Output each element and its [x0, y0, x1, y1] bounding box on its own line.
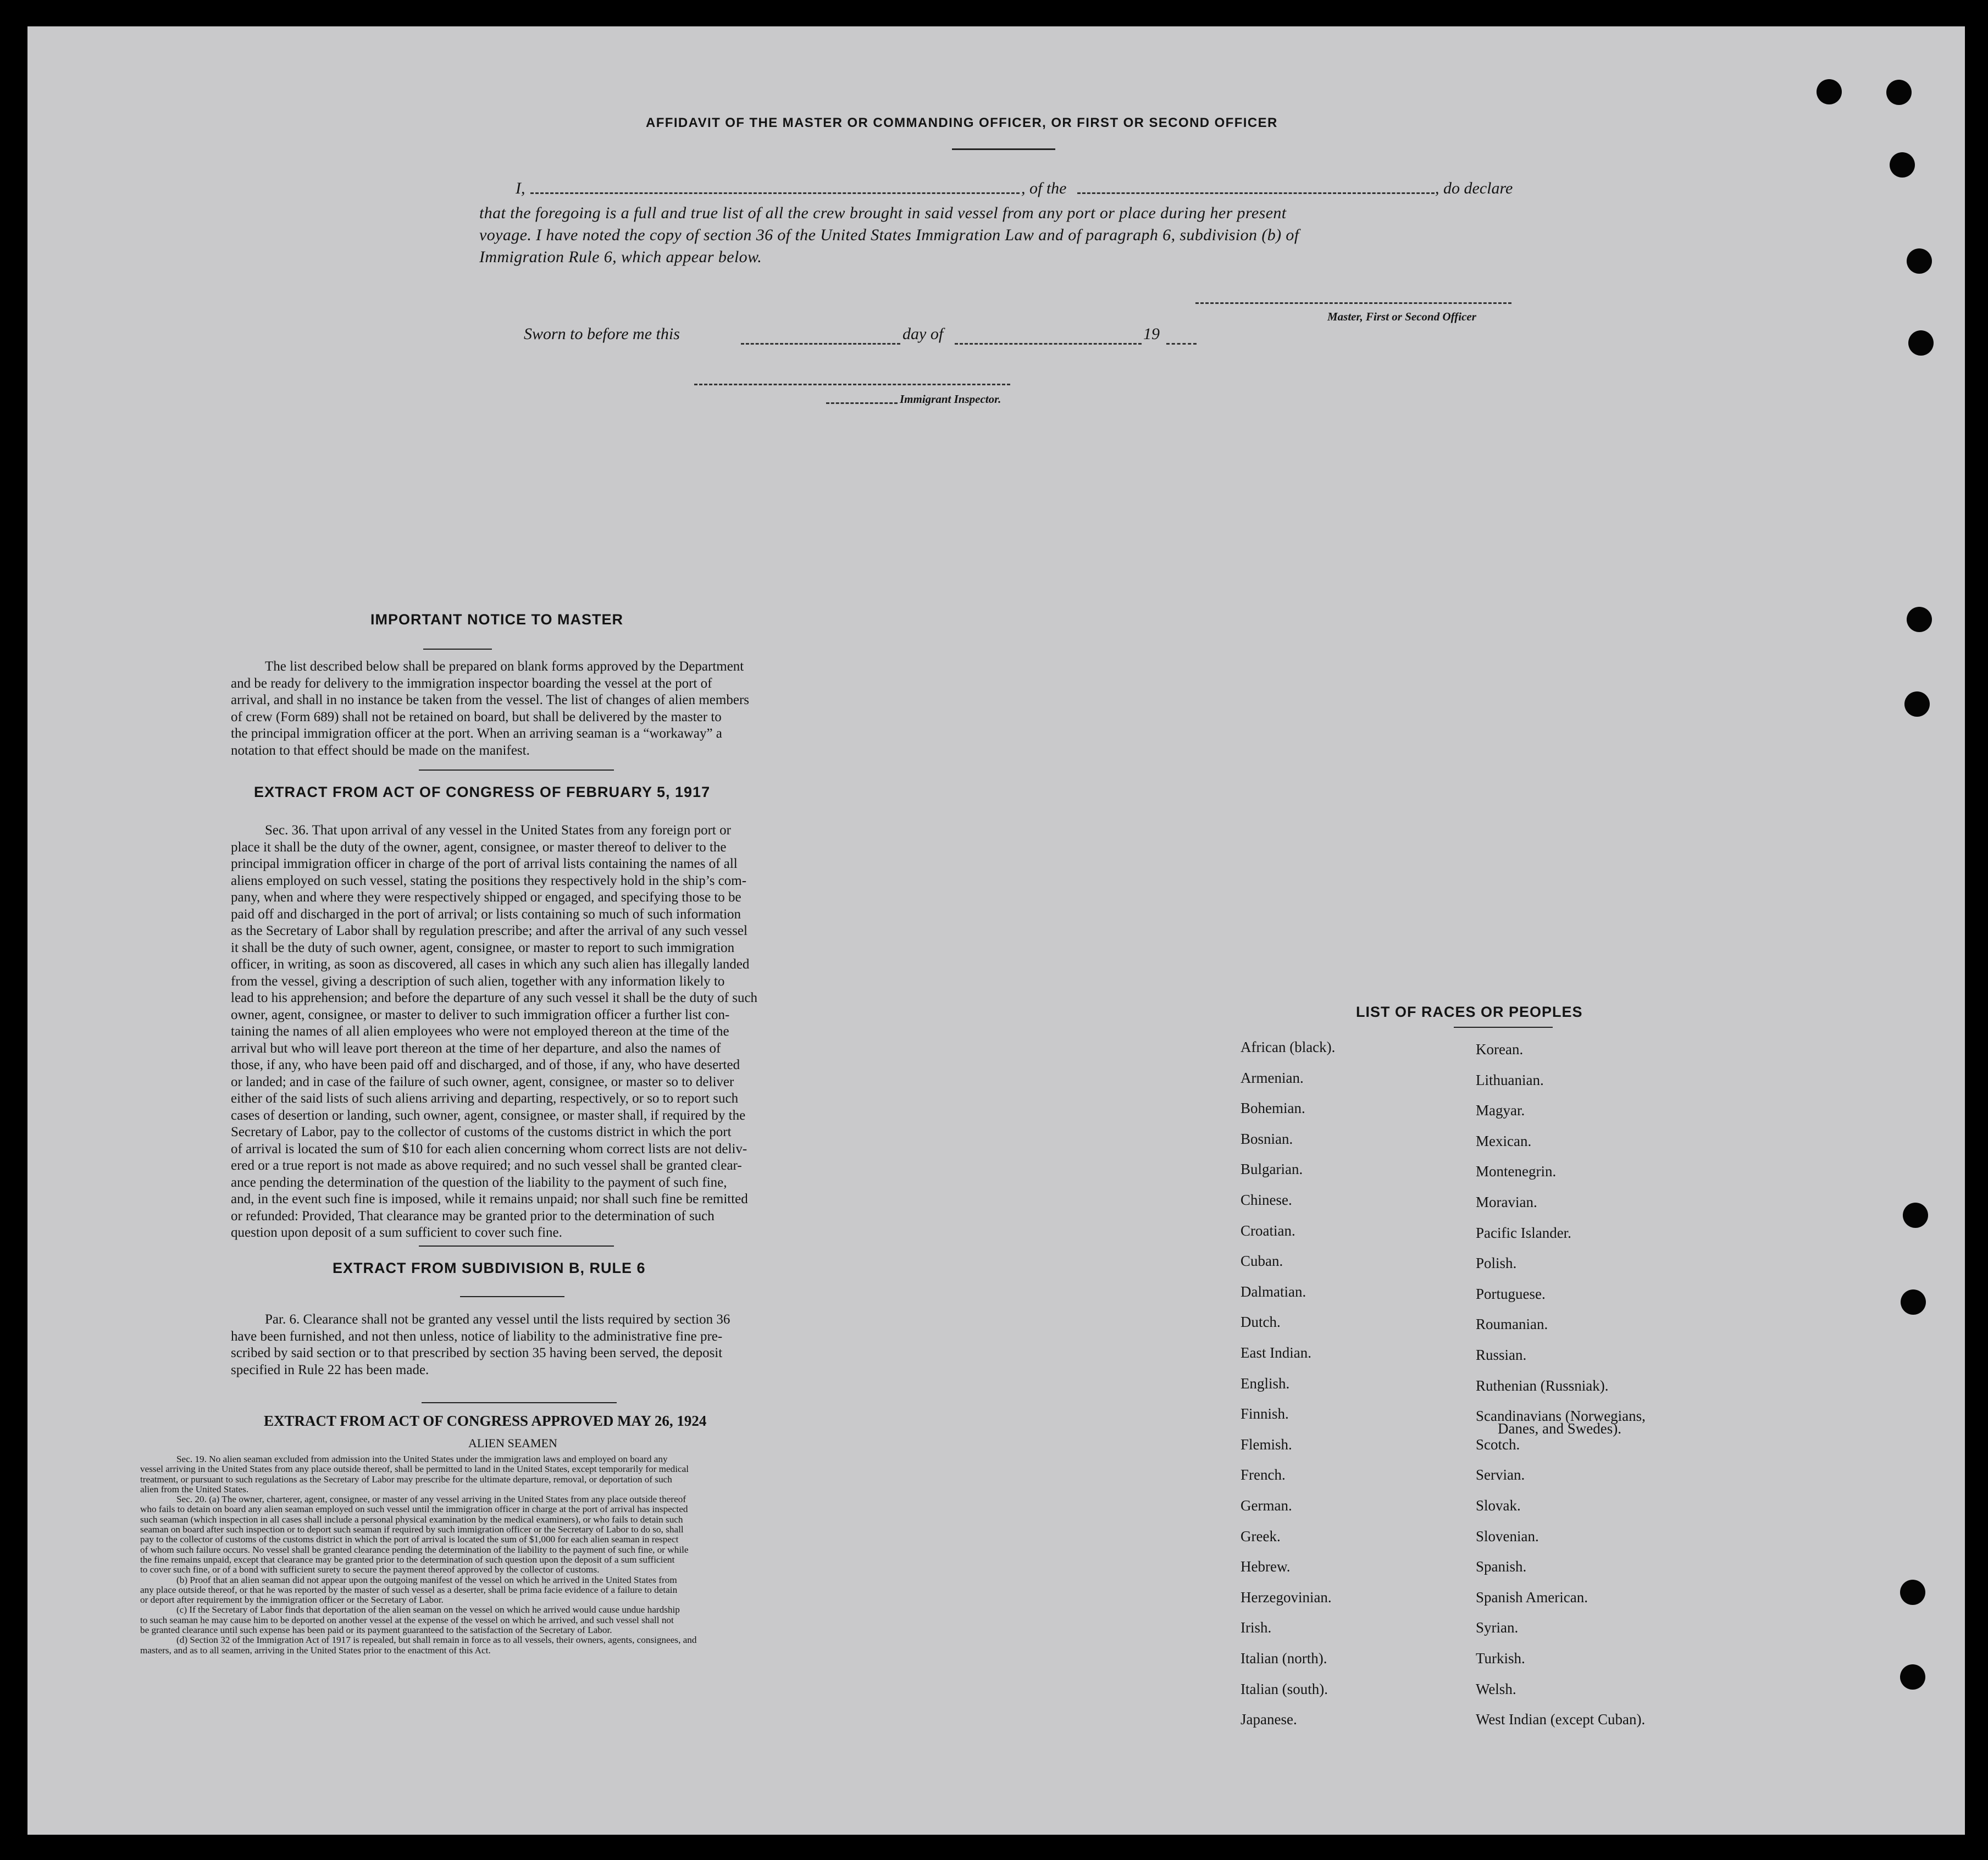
text-line: scribed by said section or to that prescribed by section 35 having been served, the deposit — [231, 1346, 723, 1360]
text-line: or landed; and in case of the failure of such owner, agent, consignee, or master so to deliver — [231, 1074, 734, 1089]
divider — [1454, 1027, 1553, 1028]
inspector-prefix-line — [826, 402, 898, 404]
text-line: (b) Proof that an alien seaman did not appear upon the outgoing manifest of the vessel on which he arrived in the United States from — [176, 1574, 677, 1585]
of-the-label: , of the — [1021, 179, 1067, 197]
punch-hole-icon — [1907, 607, 1932, 632]
affidavit-text-line: that the foregoing is a full and true list of all the crew brought in said vessel from any port or place during her present — [479, 204, 1287, 222]
extract-1917-body — [231, 822, 877, 1242]
text-line: Sec. 20. (a) The owner, charterer, agent, consignee, or master of any vessel arriving in the United States from any place outside thereof — [176, 1494, 686, 1505]
punch-hole-icon — [1907, 248, 1932, 274]
race-item: Turkish. — [1476, 1650, 1525, 1667]
rule6-title: EXTRACT FROM SUBDIVISION B, RULE 6 — [333, 1260, 646, 1276]
text-line: alien from the United States. — [140, 1483, 249, 1494]
race-item: Lithuanian. — [1476, 1071, 1544, 1088]
text-line: The list described below shall be prepared on blank forms approved by the Department — [265, 659, 744, 674]
text-line: either of the said lists of such aliens arriving and departing, respectively, or so to report such — [231, 1091, 739, 1106]
race-item: Polish. — [1476, 1255, 1517, 1272]
race-item: Cuban. — [1241, 1253, 1283, 1270]
race-item: Moravian. — [1476, 1194, 1537, 1210]
text-line: (c) If the Secretary of Labor finds that deportation of the alien seaman on the vessel on which he arrived would cause undue hardship — [176, 1604, 680, 1615]
text-line: Par. 6. Clearance shall not be granted any vessel until the lists required by section 36 — [265, 1312, 730, 1327]
race-item: Italian (north). — [1241, 1650, 1327, 1667]
sworn-year-field[interactable] — [1166, 343, 1197, 345]
race-item: Hebrew. — [1241, 1558, 1291, 1575]
race-item: Japanese. — [1241, 1711, 1297, 1728]
race-item: Magyar. — [1476, 1102, 1525, 1119]
race-item: Scotch. — [1476, 1436, 1520, 1453]
text-line: Secretary of Labor, pay to the collector of customs of the customs district in which the port — [231, 1125, 732, 1139]
text-line: officer, in writing, as soon as discovered, all cases in which any such alien has illegally landed — [231, 957, 750, 972]
text-line: ance pending the determination of the question of the liability to the payment of such fine, — [231, 1175, 727, 1190]
punch-hole-icon — [1901, 1289, 1926, 1315]
text-line: cases of desertion or landing, such owner, agent, consignee, or master shall, if required by the — [231, 1108, 746, 1123]
master-signature-field[interactable] — [1195, 302, 1511, 304]
race-item: Montenegrin. — [1476, 1163, 1557, 1180]
text-line: Sec. 36. That upon arrival of any vessel in the United States from any foreign port or — [265, 823, 731, 838]
document-page — [27, 26, 1965, 1835]
text-line: notation to that effect should be made on the manifest. — [231, 743, 530, 758]
race-item: Slovenian. — [1476, 1527, 1539, 1545]
race-item: Bulgarian. — [1241, 1161, 1303, 1178]
race-item: Russian. — [1476, 1347, 1527, 1363]
race-item: Finnish. — [1241, 1405, 1289, 1422]
divider — [422, 1402, 617, 1403]
text-line: it shall be the duty of such owner, agent, consignee, or master to report to such immigration — [231, 940, 735, 955]
race-item: Korean. — [1476, 1041, 1524, 1058]
text-line: to cover such fine, or of a bond with sufficient surety to secure the payment thereof approved by the collector of customs. — [140, 1564, 600, 1575]
text-line: of arrival is located the sum of $10 for each alien concerning whom correct lists are not deliv- — [231, 1141, 747, 1156]
text-line: (d) Section 32 of the Immigration Act of 1917 is repealed, but shall remain in force as to all vessels, their owners, agents, consignees, and — [176, 1635, 697, 1646]
race-item: English. — [1241, 1375, 1290, 1392]
text-line: the principal immigration officer at the port. When an arriving seaman is a “workaway” a — [231, 726, 722, 741]
text-line: arrival but who will leave port thereon at the time of her departure, and also the names of — [231, 1040, 721, 1056]
text-line: seaman on board after such inspection or to deport such seaman if required by such immigration officer or the Secretary of Labor to do so, shall — [140, 1524, 684, 1535]
race-item: French. — [1241, 1466, 1286, 1483]
inspector-signature-field[interactable] — [694, 384, 1010, 385]
punch-hole-icon — [1900, 1580, 1925, 1605]
race-item: West Indian (except Cuban). — [1476, 1711, 1646, 1728]
text-line: of crew (Form 689) shall not be retained on board, but shall be delivered by the master to — [231, 709, 722, 724]
races-title: LIST OF RACES OR PEOPLES — [1356, 1004, 1583, 1020]
text-line: or refunded: Provided, That clearance may be granted prior to the determination of such — [231, 1208, 715, 1224]
race-item: Servian. — [1476, 1466, 1525, 1483]
punch-hole-icon — [1903, 1203, 1928, 1228]
day-of-label: day of — [902, 325, 944, 343]
text-line: principal immigration officer in charge of the port of arrival lists containing the names of all — [231, 856, 738, 871]
text-line: lead to his apprehension; and before the departure of any such vessel it shall be the duty of such — [231, 990, 758, 1005]
rule6-body — [231, 1311, 877, 1379]
race-item: Dalmatian. — [1241, 1283, 1306, 1300]
race-item: Italian (south). — [1241, 1680, 1328, 1697]
race-item: Spanish American. — [1476, 1588, 1588, 1606]
race-item: Dutch. — [1241, 1314, 1281, 1331]
race-item: Armenian. — [1241, 1069, 1304, 1086]
race-item: Greek. — [1241, 1527, 1281, 1545]
race-item: Irish. — [1241, 1619, 1272, 1636]
sworn-day-field[interactable] — [741, 343, 900, 345]
text-line: pany, when and where they were respectively shipped or engaged, and specifying those to be — [231, 890, 741, 905]
text-line: those, if any, who have been paid off and discharged, and of those, if any, who have deserted — [231, 1058, 740, 1072]
text-line: any place outside thereof, or that he was reported by the master of such vessel as a deserter, shall be prima facie evidence of a failure to detain — [140, 1584, 678, 1595]
text-line: have been furnished, and not then unless, notice of liability to the administrative fine pre- — [231, 1328, 723, 1344]
text-line: and be ready for delivery to the immigration inspector boarding the vessel at the port of — [231, 676, 712, 691]
affidavit-text-line: voyage. I have noted the copy of section 36 of the United States Immigration Law and of paragraph 6, subdivision (b) of — [479, 226, 1299, 244]
race-item: Spanish. — [1476, 1558, 1527, 1575]
race-item: Herzegovinian. — [1241, 1588, 1332, 1606]
text-line: be granted clearance until such expense has been paid or its payment guaranteed to the satisfaction of the Secretary of Labor. — [140, 1625, 612, 1636]
race-item-continuation: Danes, and Swedes). — [1498, 1420, 1621, 1437]
text-line: such seaman (which inspection in all cases shall include a personal physical examination by the medical examiners), or who fails to detain such — [140, 1514, 683, 1525]
race-item: Croatian. — [1241, 1222, 1295, 1239]
divider — [952, 148, 1055, 150]
punch-hole-icon — [1908, 330, 1934, 356]
divider — [419, 1245, 614, 1247]
extract-1924-subtitle: ALIEN SEAMEN — [468, 1436, 557, 1450]
text-line: paid off and discharged in the port of arrival; or lists containing so much of such information — [231, 906, 741, 922]
extract-1924-body — [140, 1454, 962, 1656]
text-line: taining the names of all alien employees who were not employed thereon at the time of the — [231, 1024, 729, 1039]
text-line: pay to the collector of customs of the customs district in which the port of arrival is located the sum of $1,000 for each alien seaman in respect — [140, 1534, 679, 1545]
race-item: Bosnian. — [1241, 1130, 1293, 1147]
race-item: Pacific Islander. — [1476, 1224, 1571, 1241]
year-label: 19 — [1143, 325, 1160, 343]
race-item: German. — [1241, 1497, 1292, 1514]
race-item: Welsh. — [1476, 1680, 1516, 1697]
race-item: Ruthenian (Russniak). — [1476, 1377, 1609, 1394]
text-line: the fine remains unpaid, except that clearance may be granted prior to the determination of such question upon the deposit of a sum sufficient — [140, 1554, 675, 1565]
affidavit-title: AFFIDAVIT OF THE MASTER OR COMMANDING OFFICER, OR FIRST OR SECOND OFFICER — [646, 115, 1278, 130]
race-item: Syrian. — [1476, 1619, 1519, 1636]
text-line: arrival, and shall in no instance be taken from the vessel. The list of changes of alien members — [231, 693, 749, 707]
name-field[interactable] — [530, 192, 1020, 194]
race-item: Roumanian. — [1476, 1316, 1548, 1333]
race-item: Scandinavians (Norwegians, — [1476, 1408, 1646, 1425]
race-item: Slovak. — [1476, 1497, 1521, 1514]
sworn-month-field[interactable] — [955, 343, 1142, 345]
text-line: specified in Rule 22 has been made. — [231, 1362, 429, 1377]
text-line: to such seaman he may cause him to be deported on another vessel at the expense of the vessel on which he arrived, and such vessel shall not — [140, 1614, 674, 1625]
race-item: Flemish. — [1241, 1436, 1292, 1453]
punch-hole-icon — [1904, 691, 1930, 717]
text-line: of whom such failure occurs. No vessel shall be granted clearance pending the determination of the liability to the payment of such fine, or while — [140, 1544, 689, 1555]
text-line: from the vessel, giving a description of such alien, together with any information likely to — [231, 973, 725, 989]
text-line: masters, and as to all seamen, arriving in the United States prior to the enactment of this Act. — [140, 1645, 491, 1656]
text-line: ered or a true report is not made as above required; and no such vessel shall be granted clear- — [231, 1158, 742, 1173]
text-line: aliens employed on such vessel, stating the positions they respectively hold in the ship’s com- — [231, 873, 747, 888]
sworn-label: Sworn to before me this — [524, 325, 680, 343]
affidavit-text-line: Immigration Rule 6, which appear below. — [479, 248, 762, 266]
text-line: or deport after requirement by the immigration officer or the Secretary of Labor. — [140, 1595, 444, 1606]
race-item: Portuguese. — [1476, 1285, 1546, 1302]
text-line: question upon deposit of a sum sufficient to cover such fine. — [231, 1225, 562, 1240]
text-line: Sec. 19. No alien seaman excluded from admission into the United States under the immigration laws and employed on board any — [176, 1454, 668, 1464]
extract-1924-title: EXTRACT FROM ACT OF CONGRESS APPROVED MAY 26, 1924 — [264, 1413, 707, 1429]
text-line: vessel arriving in the United States from any place outside thereof, shall be permitted to land in the United States, except temporarily for medical — [140, 1464, 689, 1475]
punch-hole-icon — [1817, 79, 1842, 104]
do-declare-label: , do declare — [1435, 179, 1513, 197]
divider — [460, 1296, 564, 1297]
extract-1917-title: EXTRACT FROM ACT OF CONGRESS OF FEBRUARY 5, 1917 — [254, 784, 711, 800]
affidavit-i-label: I, — [516, 179, 525, 197]
text-line: treatment, or pursuant to such regulations as the Secretary of Labor may prescribe for the ultimate departure, removal, or deportation of such — [140, 1474, 672, 1485]
notice-title: IMPORTANT NOTICE TO MASTER — [370, 611, 623, 628]
notice-body — [231, 658, 877, 759]
punch-hole-icon — [1886, 80, 1912, 105]
text-line: and, in the event such fine is imposed, while it remains unpaid; nor shall such fine be remitted — [231, 1192, 748, 1206]
text-line: as the Secretary of Labor shall by regulation prescribe; and after the arrival of any such vessel — [231, 923, 747, 938]
punch-hole-icon — [1900, 1664, 1925, 1690]
inspector-label: Immigrant Inspector. — [900, 392, 1001, 406]
race-item: East Indian. — [1241, 1344, 1311, 1361]
race-item: Chinese. — [1241, 1192, 1292, 1208]
text-line: who fails to detain on board any alien seaman employed on such vessel until the immigration officer in charge at the port of arrival has inspected — [140, 1504, 688, 1515]
divider — [423, 649, 492, 650]
race-item: Mexican. — [1476, 1132, 1532, 1149]
vessel-field[interactable] — [1077, 192, 1435, 194]
race-item: African (black). — [1241, 1039, 1336, 1055]
divider — [419, 770, 614, 771]
punch-hole-icon — [1890, 152, 1915, 178]
text-line: place it shall be the duty of the owner, agent, consignee, or master thereof to deliver to the — [231, 839, 727, 855]
race-item: Bohemian. — [1241, 1100, 1305, 1117]
master-label: Master, First or Second Officer — [1327, 310, 1476, 323]
text-line: owner, agent, consignee, or master to deliver to such immigration officer a further list con- — [231, 1007, 730, 1022]
